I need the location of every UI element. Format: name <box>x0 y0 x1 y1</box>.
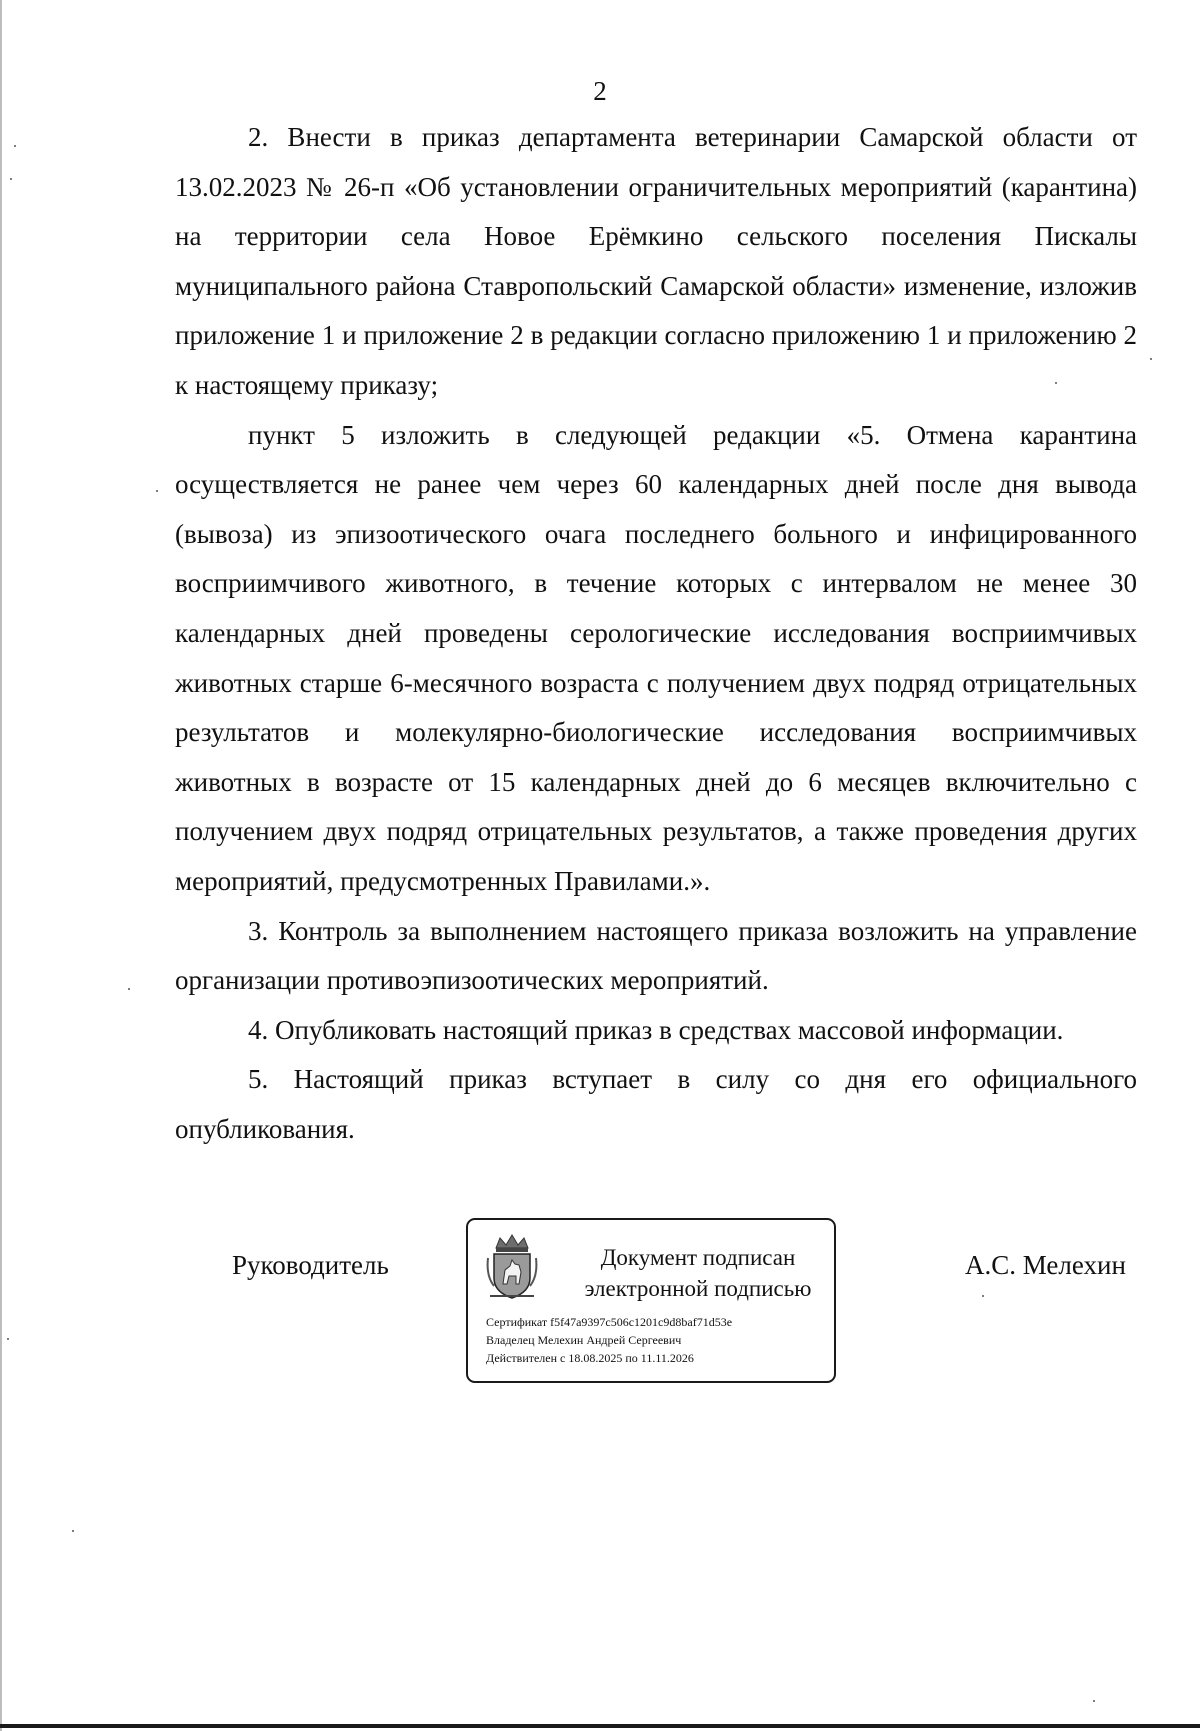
stamp-title-line-1: Документ подписан <box>600 1245 796 1270</box>
scan-bottom-edge <box>0 1724 1200 1728</box>
page-number: 2 <box>593 76 607 106</box>
paragraph-point-5-amendment: пункт 5 изложить в следующей редакции «5. Отмена карантина осуществляется не ранее чем через 60 календарных дней после дня вывода (вывоза) из эпизоотического очага последнего больного и инфицированного восприимчивого животного, в течение которых с интервалом не менее 30 календарных дней проведены серологические исследования восприимчивых животных старше 6-месячного возраста с получением двух подряд отрицательных результатов и молекулярно-биологические исследования восприимчивых животных в возрасте от 15 календарных дней до 6 месяцев включительно с получением двух подряд отрицательных результатов, а также проведения других мероприятий, предусмотренных Правилами.». <box>175 419 1137 896</box>
signatory-position: Руководитель <box>232 1250 389 1280</box>
scan-speck <box>128 988 130 990</box>
scan-speck <box>1093 1700 1095 1702</box>
signatory-name: А.С. Мелехин <box>965 1250 1126 1280</box>
paragraph-item-3: 3. Контроль за выполнением настоящего приказа возложить на управление организации противоэпизоотических мероприятий. <box>175 915 1137 996</box>
paragraph-item-5: 5. Настоящий приказ вступает в силу со дня его официального опубликования. <box>175 1064 1137 1144</box>
scan-speck <box>1150 358 1152 360</box>
paragraph-item-2: 2. Внести в приказ департамента ветеринарии Самарской области от 13.02.2023 № 26-п «Об установлении ограничительных мероприятий (карантина) на территории села Новое Ерёмкино сельского поселения Пискалы муниципального района Ставропольский Самарской области» изменение, изложив приложение 1 и приложение 2 в редакции согласно приложению 1 и приложению 2 к настоящему приказу; <box>175 122 1137 400</box>
stamp-certificate: Сертификат f5f47a9397c506c1201c9d8baf71d53e <box>486 1315 733 1329</box>
scan-speck <box>982 1295 984 1297</box>
signature-block <box>0 1218 1200 1388</box>
stamp-owner: Владелец Мелехин Андрей Сергеевич <box>486 1333 682 1347</box>
scan-speck <box>7 1338 9 1340</box>
scan-speck <box>10 178 12 180</box>
electronic-signature-stamp <box>466 1218 836 1383</box>
stamp-validity: Действителен с 18.08.2025 по 11.11.2026 <box>486 1351 694 1365</box>
stamp-title <box>568 1242 828 1304</box>
scan-margin-line <box>0 0 2 1731</box>
scan-speck <box>156 490 158 492</box>
scan-speck <box>72 1530 74 1532</box>
stamp-title-line-2: электронной подписью <box>584 1276 812 1301</box>
paragraph-item-4: 4. Опубликовать настоящий приказ в средствах массовой информации. <box>248 1014 1064 1045</box>
scan-speck <box>14 145 16 147</box>
scan-speck <box>1055 382 1057 384</box>
samara-coat-of-arms-icon <box>486 1232 538 1300</box>
stamp-details <box>486 1313 732 1367</box>
order-body <box>175 113 1137 1154</box>
